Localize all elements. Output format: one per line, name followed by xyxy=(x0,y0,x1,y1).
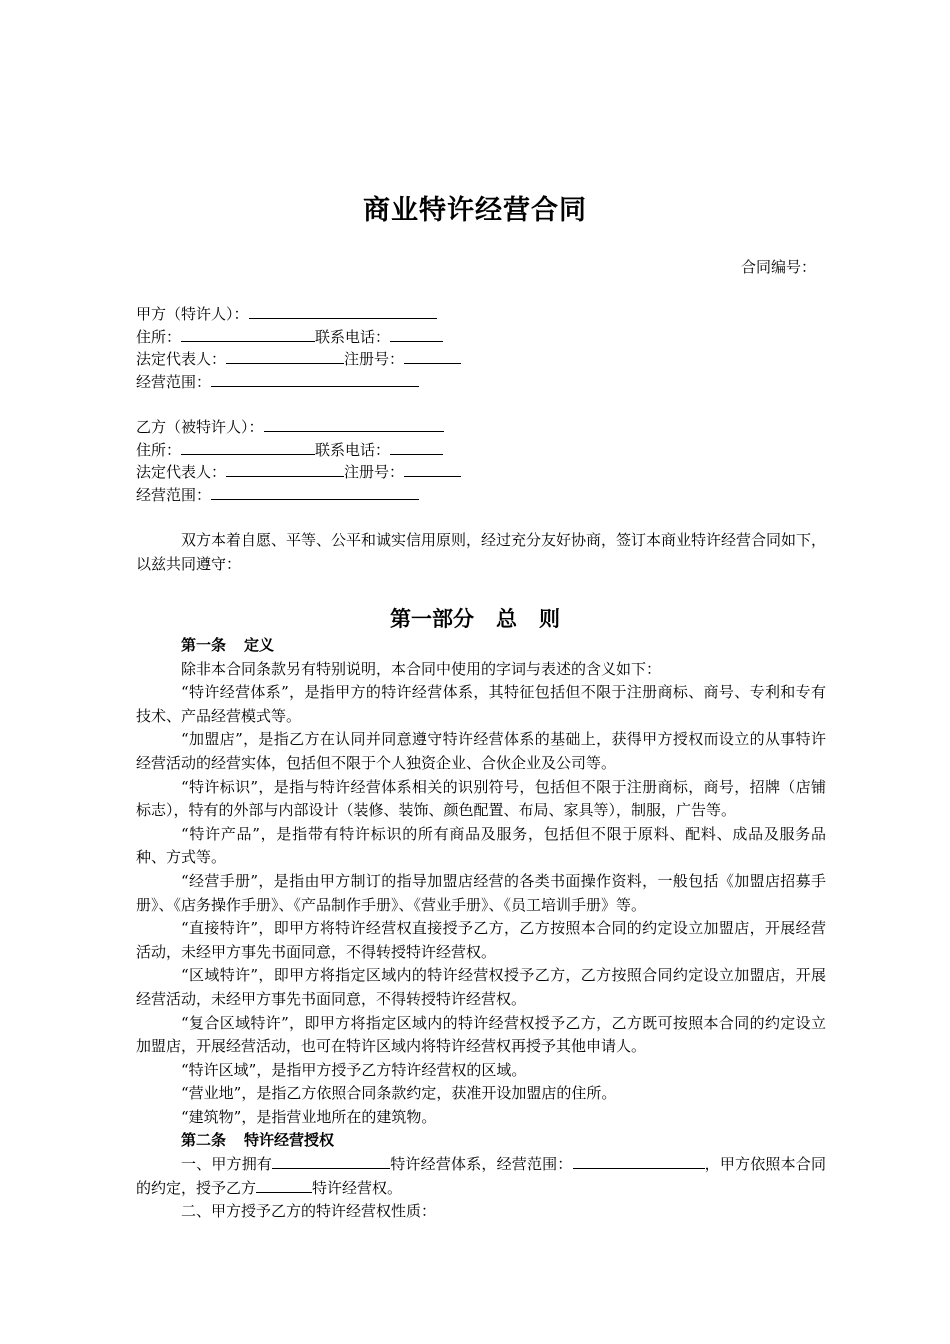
definition-paragraph: 除非本合同条款另有特别说明，本合同中使用的字词与表述的含义如下： xyxy=(181,659,662,678)
party-a-scope-label: 经营范围： xyxy=(136,372,212,391)
part-one-heading xyxy=(0,603,950,633)
party-b-reg-blank[interactable] xyxy=(404,461,461,477)
part-one-heading-word-1: 总 xyxy=(496,606,517,631)
business-scope-blank[interactable] xyxy=(573,1153,705,1169)
contract-body xyxy=(136,634,826,1224)
article-2-number: 第二条 xyxy=(181,1131,227,1150)
article-1-title: 定义 xyxy=(244,636,275,654)
party-a-rep-label: 法定代表人： xyxy=(136,350,227,369)
party-b-address-line xyxy=(136,439,836,462)
party-b-phone-blank[interactable] xyxy=(390,439,443,455)
party-b-phone-label: 联系电话： xyxy=(315,440,391,459)
article-1-number: 第一条 xyxy=(181,636,227,654)
party-a-address-label: 住所： xyxy=(136,327,182,346)
clause-1-text-d: 特许经营权。 xyxy=(312,1178,403,1197)
definition-paragraph: “特许产品”，是指带有特许标识的所有商品及服务，包括但不限于原料、配料、成品及服务品种、方式等。 xyxy=(136,824,826,867)
article-2-title: 特许经营授权 xyxy=(244,1131,335,1150)
party-a-address-blank[interactable] xyxy=(181,326,315,342)
party-b-reg-label: 注册号： xyxy=(344,463,405,482)
party-b-rep-label: 法定代表人： xyxy=(136,463,227,482)
definition-paragraph: “区域特许”，即甲方将指定区域内的特许经营权授予乙方，乙方按照合同约定设立加盟店，开展经营活动，未经甲方事先书面同意，不得转授特许经营权。 xyxy=(136,966,826,1008)
contract-number-label: 合同编号： xyxy=(740,258,816,276)
definition-paragraph: “复合区域特许”，即甲方将指定区域内的特许经营权授予乙方，乙方既可按照本合同的约定设立加盟店，开展经营活动，也可在特许区域内将特许经营权再授予其他申请人。 xyxy=(136,1013,826,1056)
part-one-heading-number: 第一部分 xyxy=(390,606,474,631)
party-b-rep-line xyxy=(136,461,836,484)
party-b-name-line xyxy=(136,416,836,439)
party-a-name-line xyxy=(136,303,836,326)
definition-paragraph: “特许经营体系”，是指甲方的特许经营体系，其特征包括但不限于注册商标、商号、专利和专有技术、产品经营模式等。 xyxy=(136,683,826,725)
party-a-phone-label: 联系电话： xyxy=(315,327,391,346)
definition-paragraph: “经营手册”，是指由甲方制订的指导加盟店经营的各类书面操作资料，一般包括《加盟店招募手册》、《店务操作手册》、《产品制作手册》、《营业手册》、《员工培训手册》等。 xyxy=(136,871,826,914)
party-a-address-line xyxy=(136,326,836,349)
party-b-scope-line xyxy=(136,484,836,507)
party-b-block xyxy=(136,416,836,506)
party-a-rep-blank[interactable] xyxy=(226,348,344,364)
party-a-scope-blank[interactable] xyxy=(211,371,419,387)
article-1-heading xyxy=(136,634,826,658)
article-2-heading xyxy=(136,1129,826,1153)
definition-paragraph: “特许区域”，是指甲方授予乙方特许经营权的区域。 xyxy=(181,1060,527,1079)
system-name-blank[interactable] xyxy=(272,1153,390,1169)
clause-1-text-a: 一、甲方拥有 xyxy=(181,1155,273,1174)
party-b-scope-blank[interactable] xyxy=(211,484,419,500)
intro-paragraph: 双方本着自愿、平等、公平和诚实信用原则，经过充分友好协商，签订本商业特许经营合同如下，以兹共同遵守： xyxy=(136,531,827,573)
party-b-address-label: 住所： xyxy=(136,440,182,459)
party-b-address-blank[interactable] xyxy=(181,439,315,455)
party-b-name-blank[interactable] xyxy=(264,416,444,432)
party-a-rep-line xyxy=(136,348,836,371)
part-one-heading-word-2: 则 xyxy=(539,606,560,631)
definition-paragraph: “营业地”，是指乙方依照合同条款约定，获准开设加盟店的住所。 xyxy=(181,1084,617,1103)
definition-paragraph: “建筑物”，是指营业地所在的建筑物。 xyxy=(181,1107,437,1126)
definition-paragraph: “直接特许”，即甲方将特许经营权直接授予乙方，乙方按照本合同的约定设立加盟店，开展经营活动，未经甲方事先书面同意，不得转授特许经营权。 xyxy=(136,919,826,961)
article-2-clause-1 xyxy=(136,1153,826,1200)
clause-1-text-b: 特许经营体系，经营范围： xyxy=(390,1155,573,1174)
party-b-rep-blank[interactable] xyxy=(226,461,344,477)
article-2-clause-2: 二、甲方授予乙方的特许经营权性质： xyxy=(181,1202,437,1221)
document-title: 商业特许经营合同 xyxy=(363,195,587,226)
clause-1-text-c: ，甲方依照本合同的约定，授予乙方 xyxy=(136,1155,826,1197)
party-a-scope-line xyxy=(136,371,836,394)
party-b-name-label: 乙方（被特许人）： xyxy=(136,418,264,436)
party-a-reg-label: 注册号： xyxy=(344,350,405,369)
definition-paragraph: “加盟店”，是指乙方在认同并同意遵守特许经营体系的基础上，获得甲方授权而设立的从事特许经营活动的经营实体，包括但不限于个人独资企业、合伙企业及公司等。 xyxy=(136,730,826,772)
license-type-blank[interactable] xyxy=(256,1177,312,1193)
party-a-block xyxy=(136,303,836,393)
party-a-phone-blank[interactable] xyxy=(390,326,443,342)
party-a-reg-blank[interactable] xyxy=(404,348,461,364)
party-a-name-blank[interactable] xyxy=(249,303,437,319)
party-a-name-label: 甲方（特许人）： xyxy=(136,305,249,323)
definition-paragraph: “特许标识”，是指与特许经营体系相关的识别符号，包括但不限于注册商标，商号，招牌（店铺标志），特有的外部与内部设计（装修、装饰、颜色配置、布局、家具等），制服，广告等。 xyxy=(136,777,826,820)
party-b-scope-label: 经营范围： xyxy=(136,485,212,504)
